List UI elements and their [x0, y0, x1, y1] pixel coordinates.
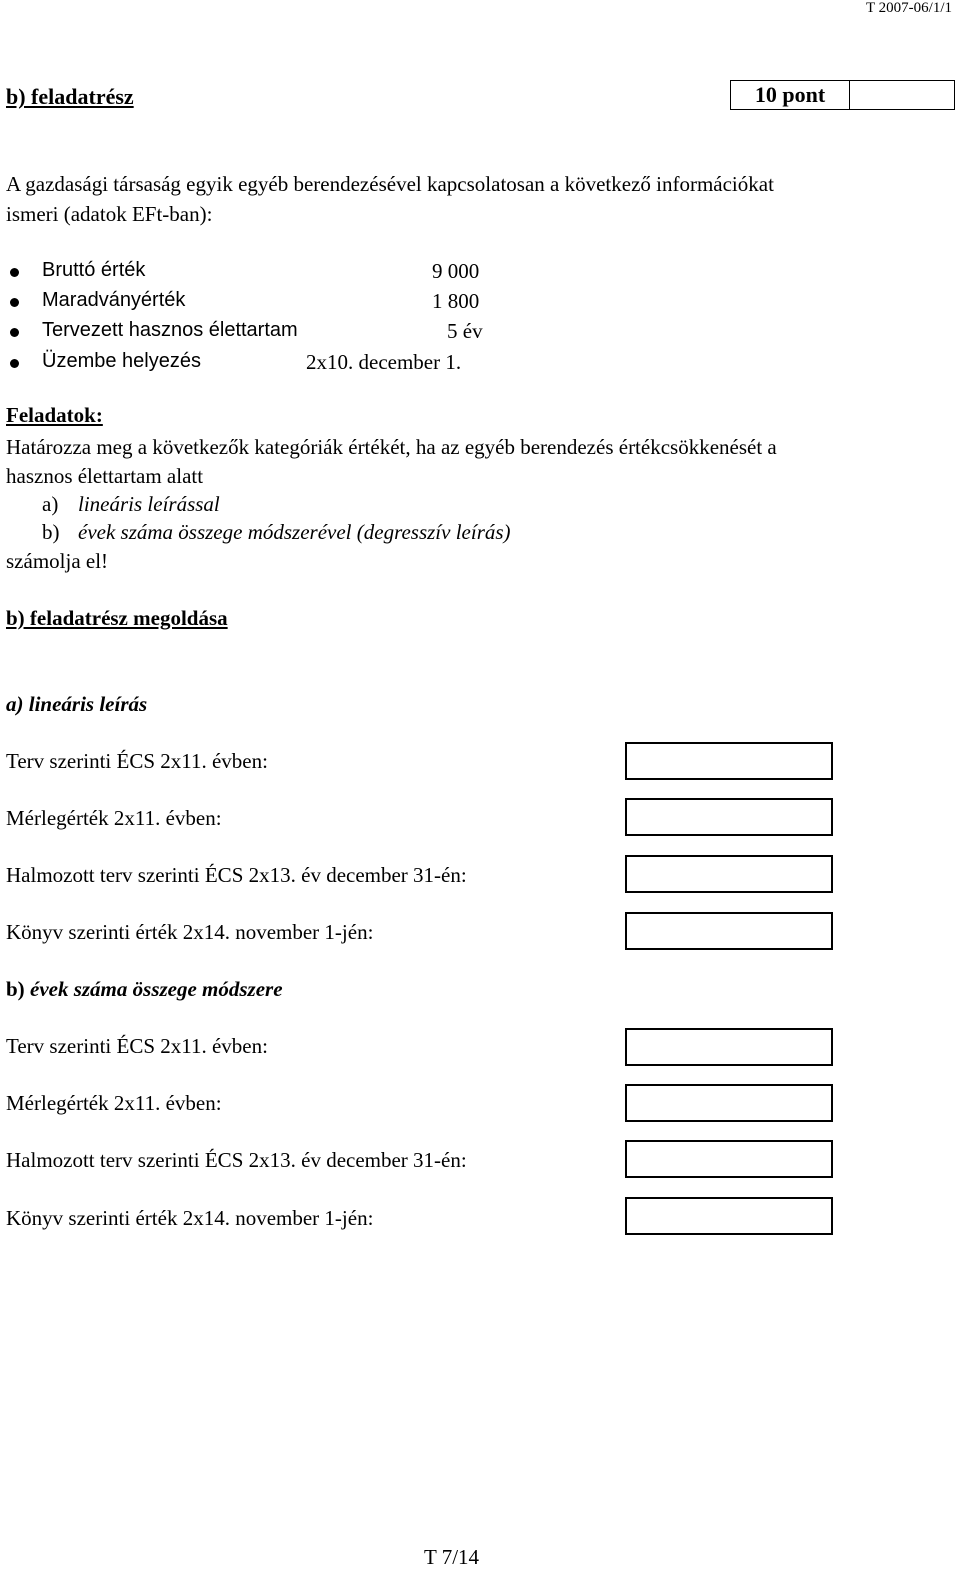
tasks-line-1: Határozza meg a következők kategóriák értékét, ha az egyéb berendezés értékcsökkenését a: [6, 435, 777, 459]
fact-label: Tervezett hasznos élettartam: [42, 319, 298, 341]
part-a-title: a) lineáris leírás: [6, 692, 148, 716]
fact-value: 9 000: [432, 259, 480, 283]
points-box: [730, 80, 955, 110]
page-number: T 7/14: [424, 1545, 480, 1569]
fact-label: Üzembe helyezés: [42, 350, 201, 372]
answer-box-a1[interactable]: [625, 742, 833, 780]
bullet-icon: [10, 359, 19, 368]
part-a-row-label: Mérlegérték 2x11. évben:: [6, 806, 222, 830]
answer-box-b2[interactable]: [625, 1084, 833, 1122]
option-b-prefix: b): [42, 520, 60, 544]
answer-box-a2[interactable]: [625, 798, 833, 836]
tasks-title: Feladatok:: [6, 403, 103, 427]
answer-box-a3[interactable]: [625, 855, 833, 893]
part-a-row-label: Terv szerinti ÉCS 2x11. évben:: [6, 749, 268, 773]
part-b-row-label: Halmozott terv szerinti ÉCS 2x13. év december 31-én:: [6, 1148, 467, 1172]
answer-box-b1[interactable]: [625, 1028, 833, 1066]
part-b-row-label: Terv szerinti ÉCS 2x11. évben:: [6, 1034, 268, 1058]
solution-title: b) feladatrész megoldása: [6, 606, 228, 630]
bullet-icon: [10, 328, 19, 337]
answer-box-a4[interactable]: [625, 912, 833, 950]
tasks-line-2: hasznos élettartam alatt: [6, 464, 204, 488]
option-a-text: lineáris leírással: [78, 492, 220, 516]
fact-value: 5 év: [447, 319, 483, 343]
answer-box-b4[interactable]: [625, 1197, 833, 1235]
part-a-row-label: Könyv szerinti érték 2x14. november 1-jén:: [6, 920, 374, 944]
part-b-row-label: Könyv szerinti érték 2x14. november 1-jén:: [6, 1206, 374, 1230]
section-title: b) feladatrész: [6, 84, 134, 109]
part-b-title: évek száma összege módszere: [30, 977, 283, 1001]
option-a-prefix: a): [42, 492, 59, 516]
answer-box-b3[interactable]: [625, 1140, 833, 1178]
bullet-icon: [10, 298, 19, 307]
part-a-row-label: Halmozott terv szerinti ÉCS 2x13. év december 31-én:: [6, 863, 467, 887]
fact-value: 1 800: [432, 289, 480, 313]
fact-label: Maradványérték: [42, 289, 186, 311]
part-b-row-label: Mérlegérték 2x11. évben:: [6, 1091, 222, 1115]
part-b-title-prefix: b): [6, 977, 25, 1001]
intro-line-1: A gazdasági társaság egyik egyéb berendezésével kapcsolatosan a következő információkat: [6, 172, 774, 196]
points-label: 10 pont: [731, 81, 850, 109]
document-code: T 2007-06/1/1: [866, 0, 952, 16]
fact-value: 2x10. december 1.: [306, 350, 462, 374]
tasks-closing: számolja el!: [6, 549, 109, 573]
option-b-text: évek száma összege módszerével (degresszív leírás): [78, 520, 511, 544]
intro-line-2: ismeri (adatok EFt-ban):: [6, 202, 213, 226]
bullet-icon: [10, 268, 19, 277]
fact-label: Bruttó érték: [42, 259, 146, 281]
